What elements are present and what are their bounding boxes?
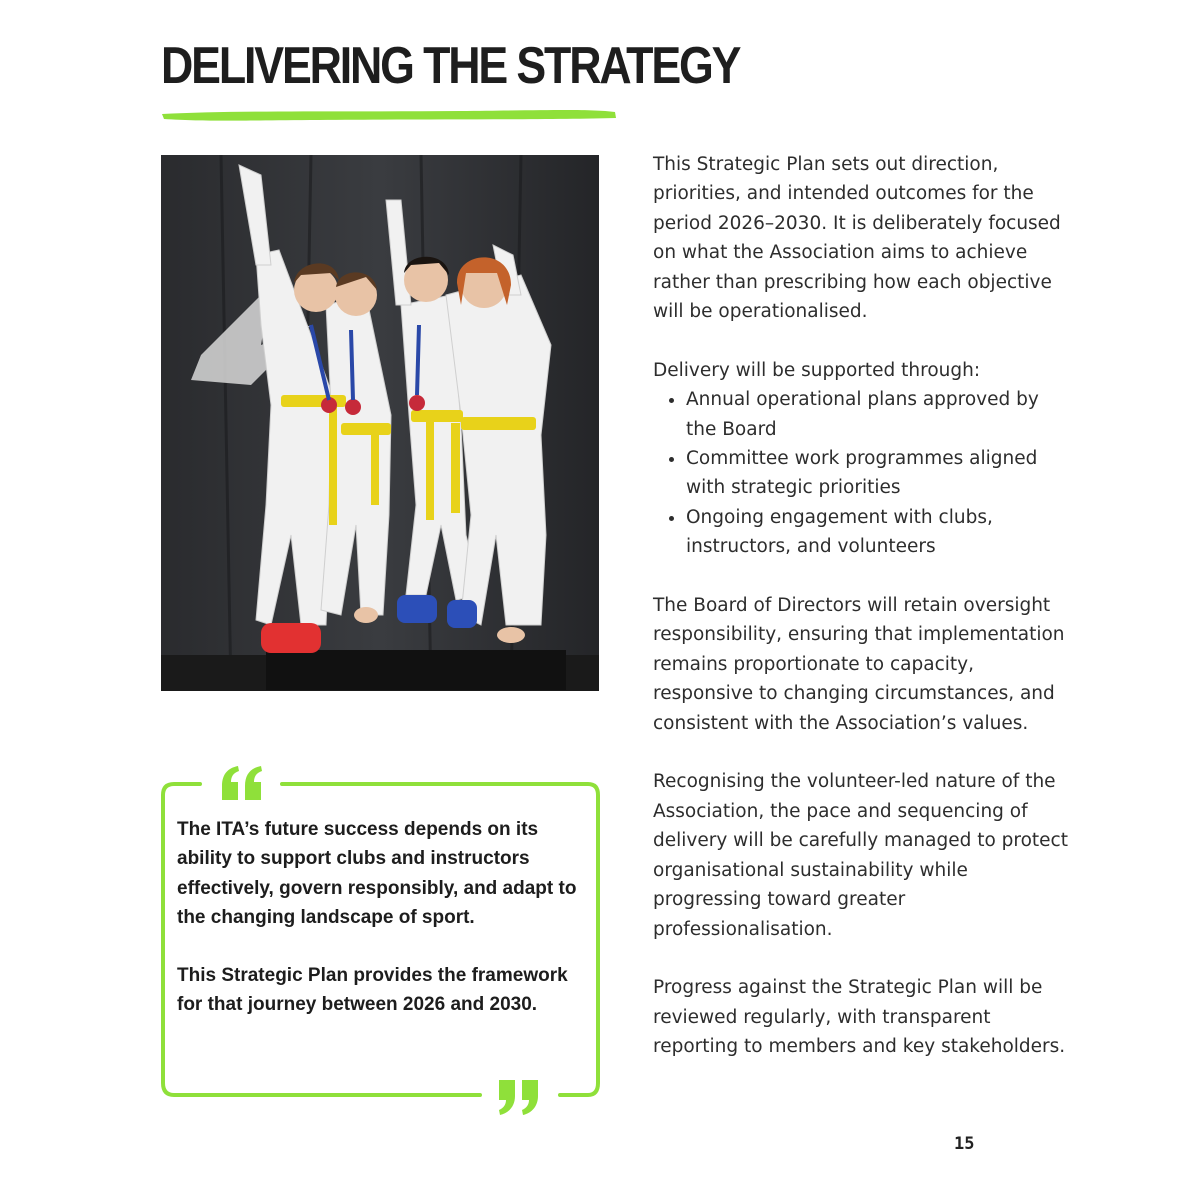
quote-paragraph: This Strategic Plan provides the framework for that journey between 2026 and 2030. [177,965,568,1016]
page-number: 15 [954,1134,975,1154]
pull-quote [177,815,589,1020]
list-item: • Annual operational plans approved by the Board [686,385,1073,444]
close-quote-icon [495,1080,543,1116]
delivery-list [653,385,1073,561]
open-quote-icon [218,766,266,802]
progress-paragraph: Progress against the Strategic Plan will be reviewed regularly, with transparent reporting to members and key stakeholders. [653,977,1066,1058]
list-item: • Committee work programmes aligned with strategic priorities [686,444,1073,503]
pace-paragraph: Recognising the volunteer-led nature of the Association, the pace and sequencing of delivery will be carefully managed to protect organisational sustainability while progressing toward greater professionalisation. [653,771,1068,940]
body-text-column [653,150,1073,1062]
page-title: DELIVERING THE STRATEGY [161,37,740,95]
oversight-paragraph: The Board of Directors will retain oversight responsibility, ensuring that implementation remains proportionate to capacity, responsive to changing circumstances, and consistent with the Association’s values. [653,595,1065,734]
list-item: • Ongoing engagement with clubs, instructors, and volunteers [686,503,1073,562]
athletes-photo [161,155,599,691]
quote-paragraph: The ITA’s future success depends on its ability to support clubs and instructors effectively, govern responsibly, and adapt to the changing landscape of sport. [177,819,577,928]
title-underline-brush [160,104,618,126]
intro-paragraph: This Strategic Plan sets out direction, priorities, and intended outcomes for the period 2026–2030. It is deliberately focused on what the Association aims to achieve rather than prescribing how each objective will be operationalised. [653,154,1061,323]
delivery-lead: Delivery will be supported through: [653,359,981,381]
